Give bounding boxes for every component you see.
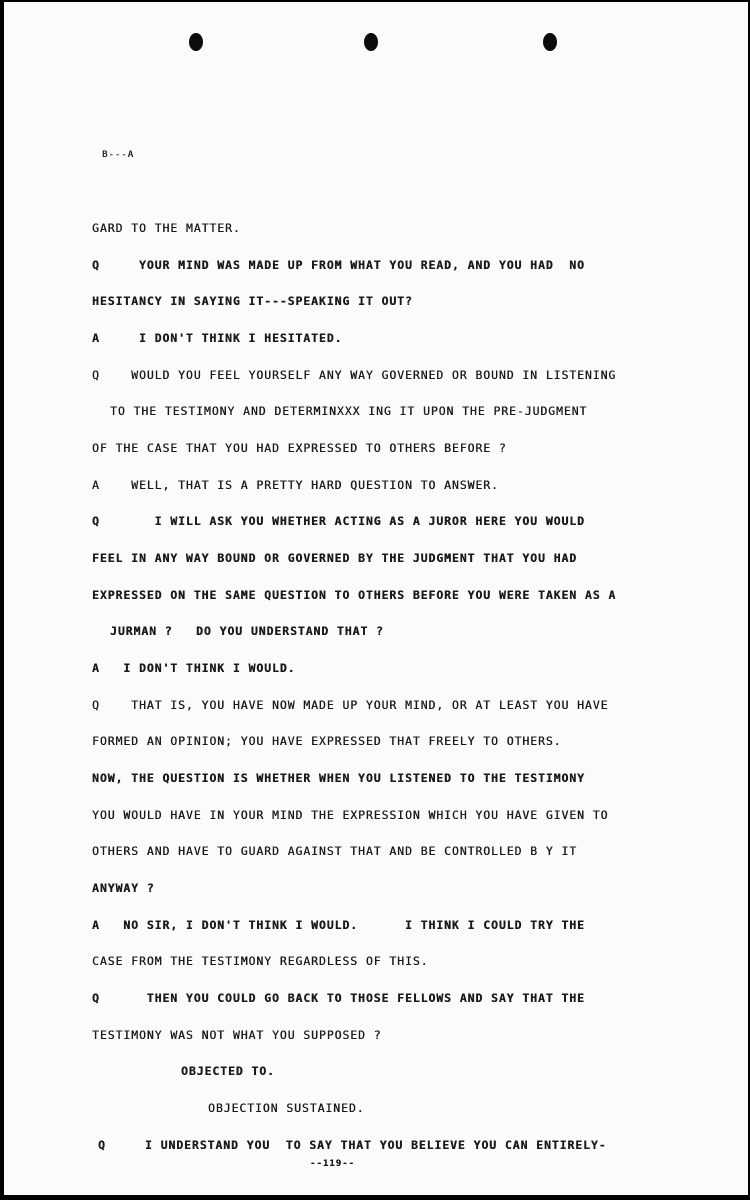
transcript-line: A I DON'T THINK I HESITATED. <box>92 331 343 345</box>
page-number: --119-- <box>310 1159 355 1169</box>
transcript-line: Q THAT IS, YOU HAVE NOW MADE UP YOUR MIND, OR AT LEAST YOU HAVE <box>92 698 609 712</box>
transcript-line: NOW, THE QUESTION IS WHETHER WHEN YOU LISTENED TO THE TESTIMONY <box>92 771 585 785</box>
transcript-line: OBJECTED TO. <box>181 1064 275 1078</box>
document-page <box>4 2 748 1195</box>
transcript-line: FORMED AN OPINION; YOU HAVE EXPRESSED THAT FREELY TO OTHERS. <box>92 734 562 748</box>
transcript-line: ANYWAY ? <box>92 881 155 895</box>
transcript-line: A WELL, THAT IS A PRETTY HARD QUESTION TO ANSWER. <box>92 478 499 492</box>
transcript-line: A NO SIR, I DON'T THINK I WOULD. I THINK I COULD TRY THE <box>92 918 585 932</box>
transcript-line: Q THEN YOU COULD GO BACK TO THOSE FELLOWS AND SAY THAT THE <box>92 991 585 1005</box>
binder-hole-left <box>189 33 203 51</box>
transcript-line: JURMAN ? DO YOU UNDERSTAND THAT ? <box>110 624 384 638</box>
transcript-line: OF THE CASE THAT YOU HAD EXPRESSED TO OTHERS BEFORE ? <box>92 441 507 455</box>
transcript-line: Q WOULD YOU FEEL YOURSELF ANY WAY GOVERNED OR BOUND IN LISTENING <box>92 368 617 382</box>
transcript-line: Q I WILL ASK YOU WHETHER ACTING AS A JUROR HERE YOU WOULD <box>92 514 585 528</box>
transcript-line: GARD TO THE MATTER. <box>92 221 241 235</box>
transcript-line: CASE FROM THE TESTIMONY REGARDLESS OF THIS. <box>92 954 429 968</box>
transcript-line: HESITANCY IN SAYING IT---SPEAKING IT OUT? <box>92 294 413 308</box>
header-code: B---A <box>102 150 135 160</box>
transcript-line: FEEL IN ANY WAY BOUND OR GOVERNED BY THE JUDGMENT THAT YOU HAD <box>92 551 578 565</box>
transcript-line: YOU WOULD HAVE IN YOUR MIND THE EXPRESSION WHICH YOU HAVE GIVEN TO <box>92 808 609 822</box>
binder-hole-center <box>364 33 378 51</box>
transcript-line: Q I UNDERSTAND YOU TO SAY THAT YOU BELIEVE YOU CAN ENTIRELY- <box>98 1138 607 1152</box>
binder-hole-right <box>543 33 557 51</box>
transcript-line: EXPRESSED ON THE SAME QUESTION TO OTHERS BEFORE YOU WERE TAKEN AS A <box>92 588 617 602</box>
transcript-line: OTHERS AND HAVE TO GUARD AGAINST THAT AND BE CONTROLLED B Y IT <box>92 844 578 858</box>
transcript-line: OBJECTION SUSTAINED. <box>208 1101 365 1115</box>
transcript-line: A I DON'T THINK I WOULD. <box>92 661 296 675</box>
transcript-line: TO THE TESTIMONY AND DETERMINXXX ING IT UPON THE PRE-JUDGMENT <box>110 404 588 418</box>
transcript-line: TESTIMONY WAS NOT WHAT YOU SUPPOSED ? <box>92 1028 382 1042</box>
transcript-line: Q YOUR MIND WAS MADE UP FROM WHAT YOU READ, AND YOU HAD NO <box>92 258 585 272</box>
